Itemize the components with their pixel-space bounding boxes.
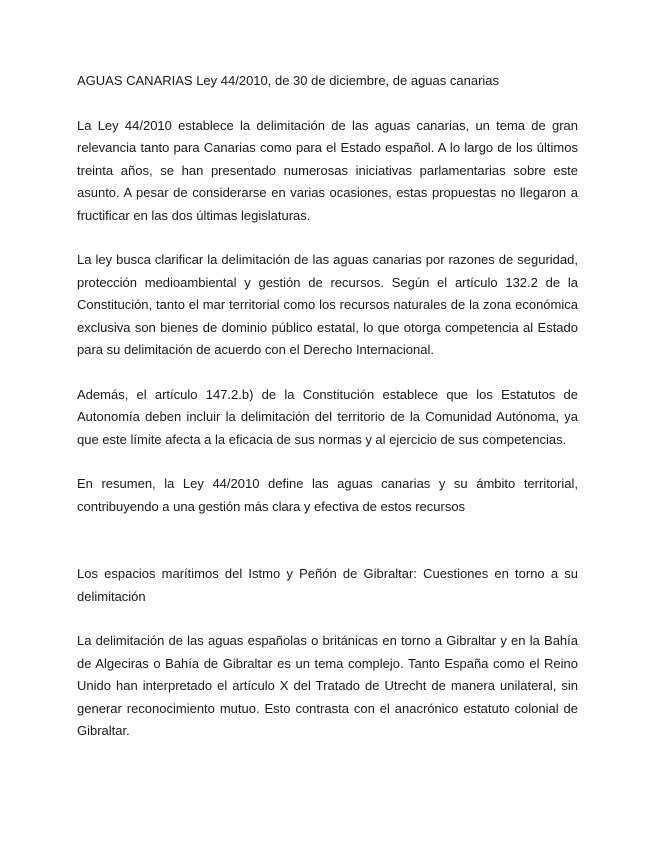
section-title-aguas-canarias: AGUAS CANARIAS Ley 44/2010, de 30 de diciembre, de aguas canarias [77, 73, 500, 88]
paragraph-3: Además, el artículo 147.2.b) de la Constitución establece que los Estatutos de Autonomía deben incluir la delimitación del territorio de la Comunidad Autónoma, ya que este límite afecta a la eficacia de sus normas y al ejercicio de sus competencias. [77, 386, 578, 447]
paragraph-1: La Ley 44/2010 establece la delimitación de las aguas canarias, un tema de gran relevancia tanto para Canarias como para el Estado español. A lo largo de los últimos treinta años, se han presentado numerosas iniciativas parlamentarias sobre este asunto. A pesar de considerarse en varias ocasiones, estas propuestas no llegaron a fructificar en las dos últimas legislaturas. [77, 117, 578, 223]
paragraph-4: En resumen, la Ley 44/2010 define las aguas canarias y su ámbito territorial, contribuyendo a una gestión más clara y efectiva de estos recursos [77, 476, 578, 514]
section-title-gibraltar: Los espacios marítimos del Istmo y Peñón de Gibraltar: Cuestiones en torno a su delimitación [77, 566, 578, 604]
paragraph-2: La ley busca clarificar la delimitación de las aguas canarias por razones de seguridad, protección medioambiental y gestión de recursos. Según el artículo 132.2 de la Constitución, tanto el mar territorial como los recursos naturales de la zona económica exclusiva son bienes de dominio público estatal, lo que otorga competencia al Estado para su delimitación de acuerdo con el Derecho Internacional. [77, 252, 578, 357]
paragraph-5: La delimitación de las aguas españolas o británicas en torno a Gibraltar y en la Bahía de Algeciras o Bahía de Gibraltar es un tema complejo. Tanto España como el Reino Unido han interpretado el artículo X del Tratado de Utrecht de manera unilateral, sin generar reconocimiento mutuo. Esto contrasta con el anacrónico estatuto colonial de Gibraltar. [77, 633, 578, 738]
document-page [77, 70, 578, 743]
